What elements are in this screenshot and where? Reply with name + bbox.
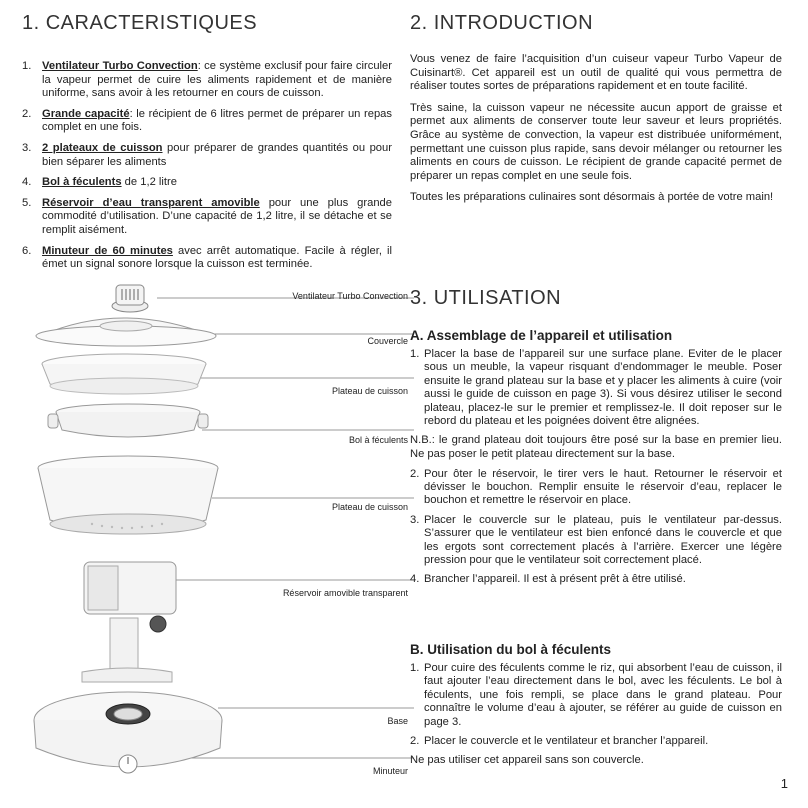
section-b-title: B. Utilisation du bol à féculents <box>410 642 612 657</box>
tray-large-icon <box>38 456 218 534</box>
section-title-caracteristiques: 1. CARACTERISTIQUES <box>22 12 258 34</box>
label-couvercle: Couvercle <box>367 336 408 346</box>
page-number: 1 <box>780 776 788 791</box>
section-title-utilisation: 3. UTILISATION <box>410 287 562 309</box>
feature-item: 4. Bol à féculents de 1,2 litre <box>22 176 177 189</box>
fan-icon <box>112 285 148 312</box>
section-a-steps-cont <box>410 468 782 587</box>
step-item: 4. Brancher l’appareil. Il est à présent prêt à être utilisé. <box>410 573 686 586</box>
feature-item: 1. Ventilateur Turbo Convection: ce système exclusif pour faire circuler la vapeur permet de cuire les aliments rapidement et de manière uniforme, sans avoir à les retourner en cours de cuisson. <box>22 60 392 100</box>
label-base: Base <box>387 716 408 726</box>
feature-item: 2. Grande capacité: le récipient de 6 litres permet de préparer un repas complet en une fois. <box>22 107 392 134</box>
step-item: 3. Placer le couvercle sur le plateau, puis le ventilateur par-dessus. S’assurer que le ventilateur est bien enfoncé dans le couvercle et que les ergots sont correctement placés à l’arrière. Exercer une légère pression pour que le ventilateur soit correctement placé. <box>410 513 782 567</box>
section-title-introduction: 2. INTRODUCTION <box>410 12 594 34</box>
label-plateau-1: Plateau de cuisson <box>331 386 408 396</box>
label-plateau-2: Plateau de cuisson <box>331 502 408 512</box>
tray-small-icon <box>42 354 206 394</box>
note-nb: N.B.: le grand plateau doit toujours être posé sur la base en premier lieu. Ne pas poser le petit plateau directement sur la base. <box>410 434 782 461</box>
warning-note: Ne pas utiliser cet appareil sans son couvercle. <box>410 754 644 767</box>
section-b-steps <box>410 662 782 748</box>
features-list <box>22 60 392 279</box>
section-a-title: A. Assemblage de l’appareil et utilisation <box>410 328 673 343</box>
feature-item: 3. 2 plateaux de cuisson pour préparer de grandes quantités ou pour bien séparer les aliments <box>22 141 392 168</box>
label-minuteur: Minuteur <box>372 766 408 776</box>
step-item: 2. Pour ôter le réservoir, le tirer vers le haut. Retourner le réservoir et dévisser le bouchon. Remplir ensuite le réservoir d’eau, replacer le bouchon et remettre le réservoir en place. <box>410 467 782 507</box>
base-icon <box>34 618 222 767</box>
step-item: 1. Placer la base de l’appareil sur une surface plane. Eviter de le placer sous un meuble, la vapeur risquant d’endommager le meuble. Poser ensuite le grand plateau sur la base et y placer les aliments à cuire (voir aussi le guide de cuisson en page 3). Si vous désirez utiliser le second plateau, placez-le sur le premier et remplissez-le. Il doit reposer sur le rebord du plateau et les poignées doivent être alignées. <box>410 348 782 428</box>
step-item: 2. Placer le couvercle et le ventilateur et brancher l’appareil. <box>410 735 709 748</box>
intro-paragraph: Très saine, la cuisson vapeur ne nécessite aucun apport de graisse et permet aux aliments de conserver toute leur saveur et leurs propriétés. Grâce au système de convection, la vapeur est distribuée uniformément, permettant une cuisson plus rapide, sans devoir mélanger ou retourner les aliments en cours de cuisson. Le récipient de grande capacité permet de préparer un repas complet en une seule fois. <box>410 101 782 182</box>
exploded-diagram <box>22 280 414 790</box>
label-bol: Bol à féculents <box>348 435 408 445</box>
label-ventilateur: Ventilateur Turbo Convection <box>292 291 408 301</box>
timer-dial-icon <box>119 755 137 773</box>
section-a-steps <box>410 348 782 428</box>
introduction-text <box>410 53 782 213</box>
section-b <box>410 642 782 768</box>
rice-bowl-icon <box>48 404 208 437</box>
feature-item: 5. Réservoir d’eau transparent amovible pour une plus grande commodité d’utilisation. D’une capacité de 1,2 litre, il se détache et se remplit aisément. <box>22 196 392 236</box>
intro-paragraph: Toutes les préparations culinaires sont désormais à portée de votre main! <box>410 191 774 204</box>
intro-paragraph: Vous venez de faire l’acquisition d’un cuiseur vapeur Turbo Vapeur de Cuisinart®. Cet appareil est un outil de qualité qui vous permettra de réaliser toutes sortes de préparations rapidement et en toute facilité. <box>410 53 782 93</box>
label-reservoir: Réservoir amovible transparent <box>282 588 408 598</box>
lid-icon <box>36 318 216 346</box>
steamer-illustration <box>22 280 414 790</box>
feature-item: 6. Minuteur de 60 minutes avec arrêt automatique. Facile à régler, il émet un signal sonore lorsque la cuisson est terminée. <box>22 244 392 271</box>
section-a <box>410 328 782 593</box>
step-item: 1. Pour cuire des féculents comme le riz, qui absorbent l’eau de cuisson, il faut ajouter l’eau directement dans le bol, avec les féculents. Le bol à féculents, une fois rempli, se place dans le grand plateau. Pour connaître le volume d’eau à ajouter, se référer au guide de cuisson en page 3. <box>410 662 782 728</box>
